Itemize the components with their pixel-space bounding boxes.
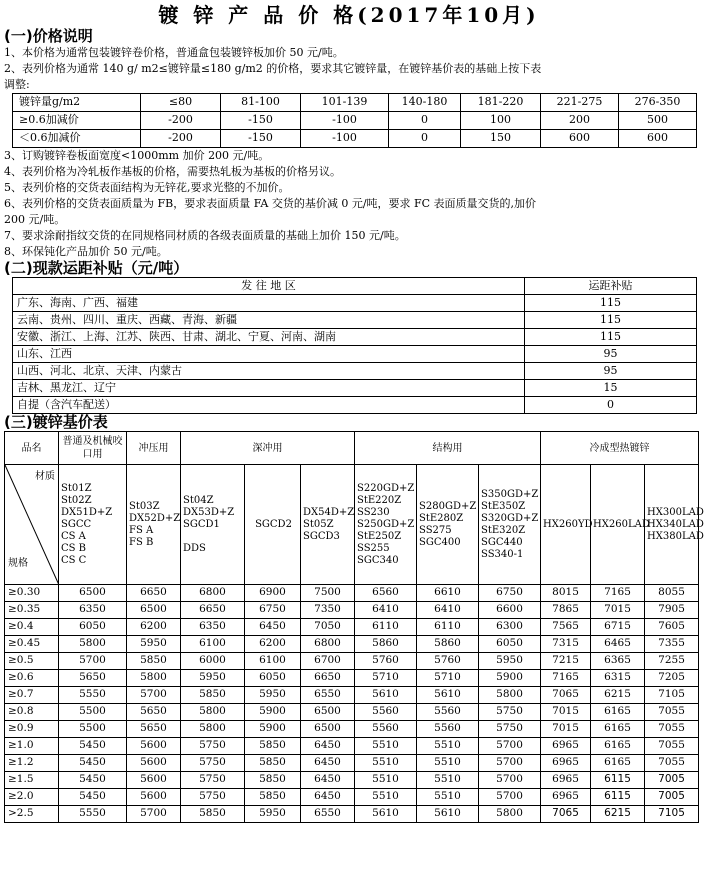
table-cell: ≥0.6加减价	[13, 112, 141, 130]
price-cell: 6450	[301, 772, 355, 789]
note-line: 200 元/吨。	[4, 213, 66, 226]
price-cell: 6350	[181, 619, 245, 636]
price-cell: 5700	[479, 738, 541, 755]
price-cell: 7315	[541, 636, 591, 653]
price-cell: 6110	[355, 619, 417, 636]
subsidy-cell: 0	[525, 397, 697, 414]
price-cell: 6465	[591, 636, 645, 653]
freight-header-cell: 发 往 地 区	[13, 278, 525, 295]
price-cell: 8055	[645, 585, 699, 602]
price-cell: 7055	[645, 738, 699, 755]
material-cell: St03Z DX52D+Z FS A FS B	[127, 465, 181, 585]
price-cell: 5700	[127, 687, 181, 704]
price-cell: 5600	[127, 772, 181, 789]
price-cell: 7165	[541, 670, 591, 687]
region-cell: 云南、贵州、四川、重庆、西藏、青海、新疆	[13, 312, 525, 329]
region-cell: 自提（含汽车配送）	[13, 397, 525, 414]
spec-cell: ≥0.5	[5, 653, 59, 670]
price-row	[5, 585, 699, 602]
price-cell: 5900	[245, 704, 301, 721]
price-cell: 5900	[479, 670, 541, 687]
section-heading-price-notes: (一)价格说明	[4, 27, 93, 45]
price-row	[5, 721, 699, 738]
price-cell: 6750	[479, 585, 541, 602]
material-cell: St01Z St02Z DX51D+Z SGCC CS A CS B CS C	[59, 465, 127, 585]
price-cell: 6365	[591, 653, 645, 670]
price-row	[5, 772, 699, 789]
table-cell: 0	[389, 130, 461, 148]
table-cell: -100	[301, 130, 389, 148]
price-cell: 6115	[591, 789, 645, 806]
price-cell: 5760	[417, 653, 479, 670]
price-cell: 5560	[417, 704, 479, 721]
price-cell: 6965	[541, 755, 591, 772]
freight-row	[13, 329, 697, 346]
header-pinming: 品名	[5, 432, 59, 465]
price-cell: 5610	[417, 806, 479, 823]
price-cell: 6450	[245, 619, 301, 636]
subsidy-cell: 115	[525, 312, 697, 329]
price-cell: 6700	[301, 653, 355, 670]
table-cell: -150	[221, 112, 301, 130]
price-row	[5, 789, 699, 806]
spec-cell: ≥0.45	[5, 636, 59, 653]
material-row	[5, 465, 699, 585]
note-line: 调整:	[4, 78, 30, 91]
spec-cell: ≥0.8	[5, 704, 59, 721]
price-cell: 7065	[541, 687, 591, 704]
price-cell: 6350	[59, 602, 127, 619]
price-cell: 5510	[355, 772, 417, 789]
note-line: 5、表列价格的交货表面结构为无锌花,要求光整的不加价。	[4, 181, 290, 194]
table-cell: 0	[389, 112, 461, 130]
material-cell: S220GD+Z StE220Z SS230 S250GD+Z StE250Z SS255 SGC340	[355, 465, 417, 585]
table-cell: -150	[221, 130, 301, 148]
table-cell: 150	[461, 130, 541, 148]
adjust-row	[13, 112, 697, 130]
price-cell: 5510	[417, 789, 479, 806]
region-cell: 山东、江西	[13, 346, 525, 363]
spec-cell: ≥1.0	[5, 738, 59, 755]
price-cell: 6410	[417, 602, 479, 619]
spec-cell: ≥0.35	[5, 602, 59, 619]
table-cell: -200	[141, 112, 221, 130]
price-cell: 5600	[127, 738, 181, 755]
price-cell: 5850	[245, 738, 301, 755]
note-line: 7、要求涂耐指纹交货的在同规格同材质的各级表面质量的基础上加价 150 元/吨。	[4, 229, 406, 242]
price-cell: 5510	[417, 772, 479, 789]
table-cell: 200	[541, 112, 619, 130]
base-price-table	[4, 431, 704, 823]
material-cell: HX260YD	[541, 465, 591, 585]
subsidy-cell: 115	[525, 329, 697, 346]
section-heading-freight: (二)现款运距补贴（元/吨）	[4, 259, 189, 277]
material-cell: S350GD+Z StE350Z S320GD+Z StE320Z SGC440 SS340-1	[479, 465, 541, 585]
price-cell: 6450	[301, 738, 355, 755]
price-row	[5, 602, 699, 619]
price-cell: 6965	[541, 789, 591, 806]
table-cell: 500	[619, 112, 697, 130]
price-cell: 5610	[417, 687, 479, 704]
region-cell: 广东、海南、广西、福建	[13, 295, 525, 312]
price-cell: 5700	[127, 806, 181, 823]
price-cell: 7055	[645, 755, 699, 772]
table-cell: 101-139	[301, 94, 389, 112]
price-cell: 7255	[645, 653, 699, 670]
price-cell: 7165	[591, 585, 645, 602]
price-cell: 5800	[479, 806, 541, 823]
price-cell: 6300	[479, 619, 541, 636]
price-cell: 5510	[355, 738, 417, 755]
price-cell: 5860	[417, 636, 479, 653]
price-cell: 5700	[479, 772, 541, 789]
header-shenchong: 深冲用	[181, 432, 355, 465]
header-lengcheng: 冷成型热镀锌	[541, 432, 699, 465]
price-cell: 5510	[355, 789, 417, 806]
price-cell: 6315	[591, 670, 645, 687]
price-cell: 7015	[541, 704, 591, 721]
price-cell: 7050	[301, 619, 355, 636]
price-cell: 6050	[59, 619, 127, 636]
price-cell: 5700	[479, 789, 541, 806]
price-row	[5, 636, 699, 653]
price-cell: 5700	[59, 653, 127, 670]
price-row	[5, 755, 699, 772]
material-cell: HX300LAD HX340LAD HX380LAD	[645, 465, 699, 585]
price-cell: 6550	[301, 806, 355, 823]
price-notes-list-2	[4, 148, 694, 260]
price-cell: 6560	[355, 585, 417, 602]
price-cell: 5900	[245, 721, 301, 738]
header-jiegou: 结构用	[355, 432, 541, 465]
price-cell: 5560	[417, 721, 479, 738]
freight-row	[13, 363, 697, 380]
price-cell: 6750	[245, 602, 301, 619]
price-row	[5, 687, 699, 704]
note-line: 1、本价格为通常包装镀锌卷价格，普通盒包装镀锌板加价 50 元/吨。	[4, 46, 344, 59]
price-cell: 6800	[181, 585, 245, 602]
material-cell: HX260LAD	[591, 465, 645, 585]
spec-cell: ≥0.30	[5, 585, 59, 602]
price-cell: 6650	[301, 670, 355, 687]
spec-cell: ≥2.0	[5, 789, 59, 806]
price-cell: 5550	[59, 806, 127, 823]
freight-row	[13, 397, 697, 414]
region-cell: 吉林、黑龙江、辽宁	[13, 380, 525, 397]
table-cell: ≤80	[141, 94, 221, 112]
price-cell: 5450	[59, 772, 127, 789]
price-row	[5, 619, 699, 636]
price-cell: 6100	[181, 636, 245, 653]
table-cell: 镀锌量g/m2	[13, 94, 141, 112]
price-cell: 5710	[417, 670, 479, 687]
price-cell: 6550	[301, 687, 355, 704]
price-cell: 6115	[591, 772, 645, 789]
price-cell: 5850	[245, 789, 301, 806]
price-notes-list	[4, 45, 694, 93]
subsidy-cell: 95	[525, 363, 697, 380]
price-cell: 5950	[245, 687, 301, 704]
price-cell: 5800	[479, 687, 541, 704]
table-cell: 600	[541, 130, 619, 148]
price-cell: 5510	[417, 738, 479, 755]
price-row	[5, 806, 699, 823]
price-cell: 5510	[355, 755, 417, 772]
note-line: 2、表列价格为通常 140 g/ m2≤镀锌量≤180 g/m2 的价格，要求其它镀锌量，在镀锌基价表的基础上按下表	[4, 62, 542, 75]
freight-row	[13, 346, 697, 363]
price-cell: 6500	[301, 704, 355, 721]
subsidy-cell: 95	[525, 346, 697, 363]
price-cell: 5700	[479, 755, 541, 772]
price-cell: 5950	[245, 806, 301, 823]
region-cell: 山西、河北、北京、天津、内蒙古	[13, 363, 525, 380]
price-cell: 6715	[591, 619, 645, 636]
material-cell: SGCD2	[245, 465, 301, 585]
price-cell: 7065	[541, 806, 591, 823]
subsidy-cell: 115	[525, 295, 697, 312]
table-cell: 181-220	[461, 94, 541, 112]
header-putong: 普通及机械咬口用	[59, 432, 127, 465]
table-cell: 100	[461, 112, 541, 130]
price-cell: 5750	[181, 738, 245, 755]
price-cell: 7205	[645, 670, 699, 687]
spec-cell: ≥0.4	[5, 619, 59, 636]
section-heading-base-price: (三)镀锌基价表	[4, 413, 108, 431]
price-cell: 6900	[245, 585, 301, 602]
page-title: 镀 锌 产 品 价 格(2017年10月)	[158, 3, 540, 27]
price-cell: 5600	[127, 755, 181, 772]
price-cell: 7350	[301, 602, 355, 619]
price-cell: 6600	[479, 602, 541, 619]
price-cell: 6215	[591, 806, 645, 823]
freight-row	[13, 312, 697, 329]
price-cell: 7105	[645, 806, 699, 823]
price-cell: 5610	[355, 806, 417, 823]
spec-cell: ≥0.7	[5, 687, 59, 704]
note-line: 3、订购镀锌卷板面宽度<1000mm 加价 200 元/吨。	[4, 149, 270, 162]
price-cell: 5450	[59, 789, 127, 806]
header-chongya: 冲压用	[127, 432, 181, 465]
price-cell: 7005	[645, 789, 699, 806]
table-cell: 276-350	[619, 94, 697, 112]
price-cell: 7355	[645, 636, 699, 653]
price-cell: 5800	[127, 670, 181, 687]
spec-cell: >2.5	[5, 806, 59, 823]
price-cell: 6165	[591, 738, 645, 755]
price-cell: 6450	[301, 755, 355, 772]
spec-cell: ≥1.5	[5, 772, 59, 789]
price-cell: 6500	[301, 721, 355, 738]
table-cell: 140-180	[389, 94, 461, 112]
price-cell: 6100	[245, 653, 301, 670]
price-cell: 6610	[417, 585, 479, 602]
region-cell: 安徽、浙江、上海、江苏、陕西、甘肃、湖北、宁夏、河南、湖南	[13, 329, 525, 346]
price-cell: 6965	[541, 772, 591, 789]
price-cell: 6050	[245, 670, 301, 687]
table-cell: -200	[141, 130, 221, 148]
price-cell: 5760	[355, 653, 417, 670]
adjust-header-row	[13, 94, 697, 112]
price-cell: 5650	[127, 704, 181, 721]
price-cell: 5750	[181, 772, 245, 789]
price-cell: 6200	[245, 636, 301, 653]
price-cell: 7605	[645, 619, 699, 636]
price-cell: 5600	[127, 789, 181, 806]
price-cell: 6110	[417, 619, 479, 636]
price-cell: 5560	[355, 721, 417, 738]
freight-header-row	[13, 278, 697, 295]
subsidy-cell: 15	[525, 380, 697, 397]
price-cell: 5850	[245, 772, 301, 789]
base-price-header-row	[5, 432, 699, 465]
price-cell: 7905	[645, 602, 699, 619]
price-cell: 5850	[181, 687, 245, 704]
price-row	[5, 738, 699, 755]
price-row	[5, 670, 699, 687]
price-cell: 6500	[127, 602, 181, 619]
freight-row	[13, 295, 697, 312]
price-cell: 5560	[355, 704, 417, 721]
table-cell: 221-275	[541, 94, 619, 112]
price-row	[5, 704, 699, 721]
spec-cell: ≥0.6	[5, 670, 59, 687]
price-cell: 5850	[127, 653, 181, 670]
price-cell: 5800	[181, 704, 245, 721]
price-cell: 5500	[59, 721, 127, 738]
price-cell: 5750	[479, 704, 541, 721]
price-cell: 5610	[355, 687, 417, 704]
price-cell: 8015	[541, 585, 591, 602]
table-cell: ＜0.6加减价	[13, 130, 141, 148]
price-cell: 5750	[181, 755, 245, 772]
price-cell: 5850	[245, 755, 301, 772]
price-cell: 5550	[59, 687, 127, 704]
adjust-row	[13, 130, 697, 148]
price-cell: 7865	[541, 602, 591, 619]
price-cell: 5750	[181, 789, 245, 806]
diag-label-spec: 规格	[8, 558, 28, 569]
price-cell: 5800	[59, 636, 127, 653]
price-cell: 5850	[181, 806, 245, 823]
price-cell: 6450	[301, 789, 355, 806]
price-cell: 5710	[355, 670, 417, 687]
price-cell: 5950	[181, 670, 245, 687]
freight-header-cell: 运距补贴	[525, 278, 697, 295]
price-cell: 6165	[591, 704, 645, 721]
price-cell: 5510	[417, 755, 479, 772]
price-cell: 6050	[479, 636, 541, 653]
zinc-coating-adjust-table	[12, 93, 697, 148]
price-cell: 5650	[59, 670, 127, 687]
diag-label-material: 材质	[35, 471, 55, 482]
price-cell: 5950	[479, 653, 541, 670]
table-cell: -100	[301, 112, 389, 130]
price-cell: 5450	[59, 755, 127, 772]
price-cell: 7015	[591, 602, 645, 619]
diagonal-header-cell	[5, 465, 59, 585]
price-cell: 7500	[301, 585, 355, 602]
price-row	[5, 653, 699, 670]
material-cell: DX54D+Z St05Z SGCD3	[301, 465, 355, 585]
price-cell: 6500	[59, 585, 127, 602]
price-cell: 5650	[127, 721, 181, 738]
price-cell: 7565	[541, 619, 591, 636]
table-cell: 81-100	[221, 94, 301, 112]
price-cell: 6650	[127, 585, 181, 602]
price-cell: 5450	[59, 738, 127, 755]
price-cell: 6165	[591, 721, 645, 738]
price-cell: 5950	[127, 636, 181, 653]
note-line: 4、表列价格为冷轧板作基板的价格，需要热轧板为基板的价格另议。	[4, 165, 341, 178]
price-cell: 6965	[541, 738, 591, 755]
price-cell: 6165	[591, 755, 645, 772]
price-cell: 5500	[59, 704, 127, 721]
price-cell: 7215	[541, 653, 591, 670]
price-cell: 7005	[645, 772, 699, 789]
price-cell: 6200	[127, 619, 181, 636]
spec-cell: ≥1.2	[5, 755, 59, 772]
note-line: 8、环保钝化产品加价 50 元/吨。	[4, 245, 168, 258]
table-cell: 600	[619, 130, 697, 148]
price-cell: 5800	[181, 721, 245, 738]
freight-subsidy-table	[12, 277, 697, 414]
freight-row	[13, 380, 697, 397]
spec-cell: ≥0.9	[5, 721, 59, 738]
price-cell: 7015	[541, 721, 591, 738]
price-cell: 6410	[355, 602, 417, 619]
material-cell: St04Z DX53D+Z SGCD1 DDS	[181, 465, 245, 585]
price-cell: 7055	[645, 721, 699, 738]
price-cell: 6000	[181, 653, 245, 670]
price-cell: 5860	[355, 636, 417, 653]
note-line: 6、表列价格的交货表面质量为 FB，要求表面质量 FA 交货的基价减 0 元/吨，要求 FC 表面质量交货的,加价	[4, 197, 537, 210]
material-cell: S280GD+Z StE280Z SS275 SGC400	[417, 465, 479, 585]
price-cell: 6800	[301, 636, 355, 653]
price-cell: 6215	[591, 687, 645, 704]
price-cell: 7105	[645, 687, 699, 704]
price-cell: 7055	[645, 704, 699, 721]
price-cell: 5750	[479, 721, 541, 738]
price-cell: 6650	[181, 602, 245, 619]
